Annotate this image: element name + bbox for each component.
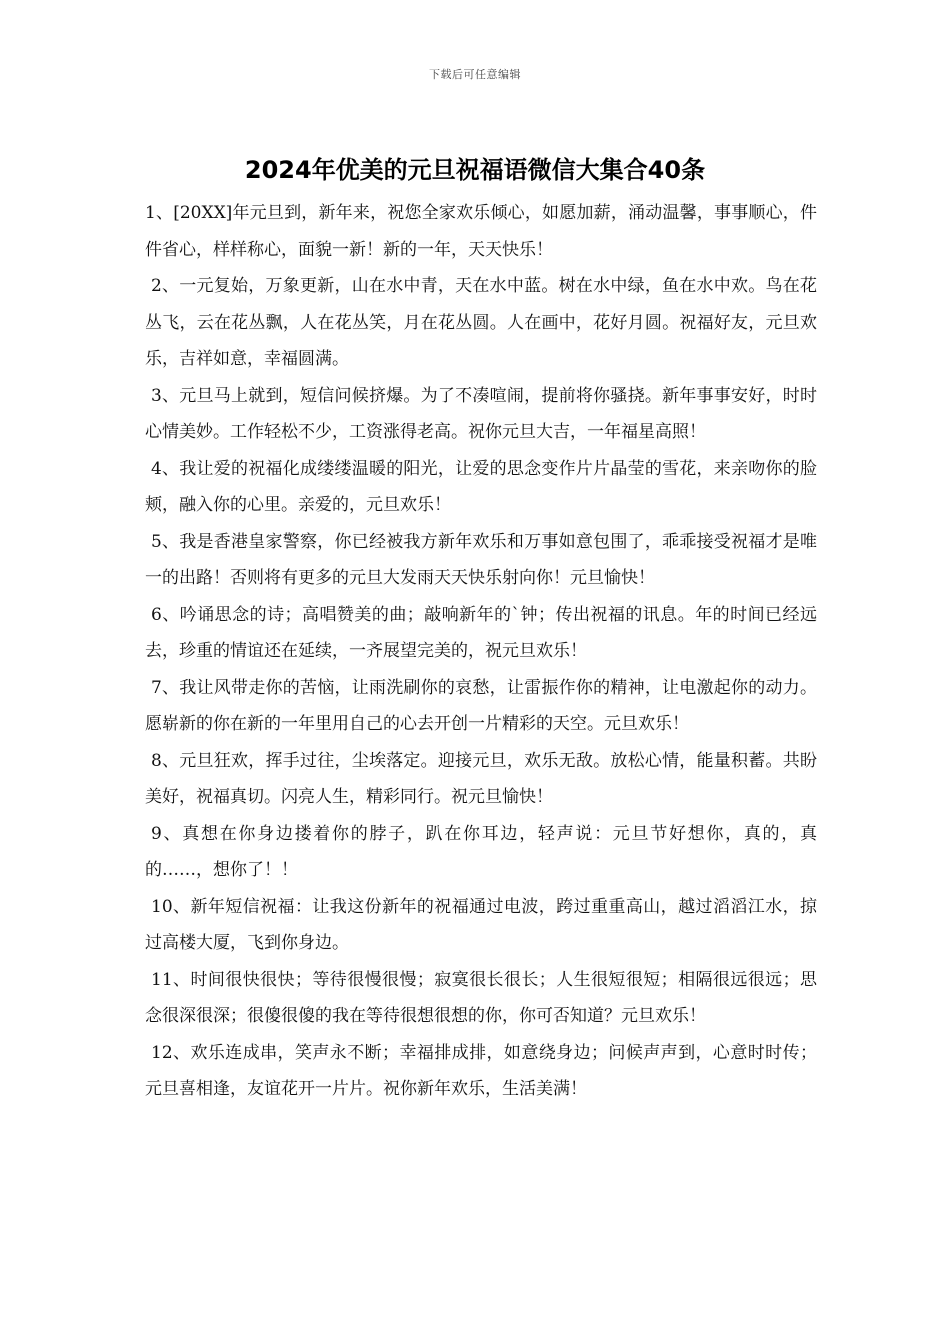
paragraph-8: 8、元旦狂欢，挥手过往，尘埃落定。迎接元旦，欢乐无敌。放松心情，能量积蓄。共盼美好，祝福真切。闪亮人生，精彩同行。祝元旦愉快！: [145, 750, 817, 807]
document-title: 2024年优美的元旦祝福语微信大集合40条: [244, 156, 706, 184]
paragraph-5: 5、我是香港皇家警察，你已经被我方新年欢乐和万事如意包围了，乖乖接受祝福才是唯一的出路！否则将有更多的元旦大发雨天天快乐射向你！元旦愉快！: [145, 531, 817, 588]
paragraph-7: 7、我让风带走你的苦恼，让雨洗刷你的哀愁，让雷振作你的精神，让电激起你的动力。愿崭新的你在新的一年里用自己的心去开创一片精彩的天空。元旦欢乐！: [145, 677, 817, 734]
paragraph-12: 12、欢乐连成串，笑声永不断；幸福排成排，如意绕身边；问候声声到，心意时时传；元旦喜相逢，友谊花开一片片。祝你新年欢乐，生活美满！: [145, 1042, 817, 1099]
paragraph-11: 11、时间很快很快；等待很慢很慢；寂寞很长很长；人生很短很短；相隔很远很远；思念很深很深；很傻很傻的我在等待很想很想的你，你可否知道？元旦欢乐！: [145, 969, 817, 1026]
paragraph-6: 6、吟诵思念的诗；高唱赞美的曲；敲响新年的`钟；传出祝福的讯息。年的时间已经远去，珍重的情谊还在延续，一齐展望完美的，祝元旦欢乐！: [145, 604, 817, 661]
header-note: 下载后可任意编辑: [429, 68, 521, 81]
document-body: [145, 195, 817, 1108]
paragraph-3: 3、元旦马上就到，短信问候挤爆。为了不凑喧闹，提前将你骚挠。新年事事安好，时时心情美妙。工作轻松不少，工资涨得老高。祝你元旦大吉，一年福星高照！: [145, 385, 817, 442]
paragraph-9: 9、真想在你身边搂着你的脖子，趴在你耳边，轻声说：元旦节好想你，真的，真的……，想你了！！: [145, 823, 817, 880]
paragraph-1: 1、[20XX]年元旦到，新年来，祝您全家欢乐倾心，如愿加薪，涌动温馨，事事顺心，件件省心，样样称心，面貌一新！新的一年，天天快乐！: [145, 203, 817, 260]
paragraph-10: 10、新年短信祝福：让我这份新年的祝福通过电波，跨过重重高山，越过滔滔江水，掠过高楼大厦，飞到你身边。: [145, 896, 817, 953]
paragraph-2: 2、一元复始，万象更新，山在水中青，天在水中蓝。树在水中绿，鱼在水中欢。鸟在花丛飞，云在花丛飘，人在花丛笑，月在花丛圆。人在画中，花好月圆。祝福好友，元旦欢乐，吉祥如意，幸福圆满。: [145, 276, 817, 369]
paragraph-4: 4、我让爱的祝福化成缕缕温暖的阳光，让爱的思念变作片片晶莹的雪花，来亲吻你的脸颊，融入你的心里。亲爱的，元旦欢乐！: [145, 458, 817, 515]
